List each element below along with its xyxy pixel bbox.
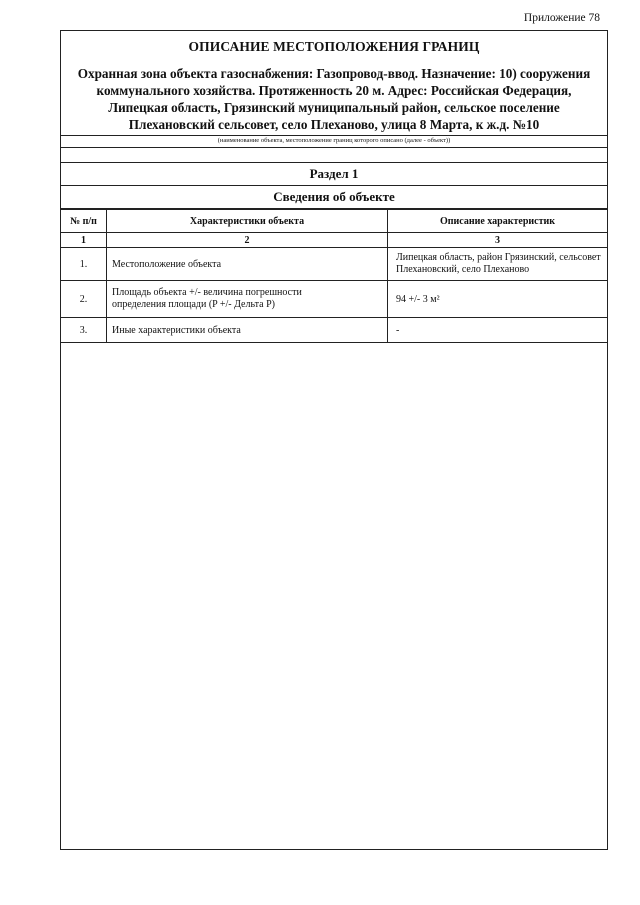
table-row	[61, 248, 607, 281]
header-block	[61, 31, 607, 148]
appendix-label: Приложение 78	[523, 12, 600, 24]
column-number: 3	[388, 233, 608, 248]
section-subtitle: Сведения об объекте	[61, 186, 607, 209]
row-characteristic: Местоположение объекта	[107, 248, 388, 281]
characteristics-table	[61, 209, 607, 343]
document-title: ОПИСАНИЕ МЕСТОПОЛОЖЕНИЯ ГРАНИЦ	[188, 39, 480, 54]
header-number: № п/п	[61, 210, 107, 233]
table-row	[61, 318, 607, 343]
spacer-row	[61, 148, 607, 163]
object-description: Охранная зона объекта газоснабжения: Газопровод-ввод. Назначение: 10) сооружения коммунального хозяйства. Протяженность 20 м. Адрес: Российская Федерация, Липецкая область, Грязинский муниципальный район, сельское поселение Плехановский сельсовет, село Плеханово, улица 8 Марта, к ж.д. №10	[77, 66, 591, 132]
row-description: 94 +/- 3 м²	[388, 281, 608, 318]
row-number: 3.	[61, 318, 107, 343]
header-characteristic: Характеристики объекта	[107, 210, 388, 233]
table-row	[61, 281, 607, 318]
document-frame	[60, 30, 608, 850]
table-header-row	[61, 210, 607, 233]
row-description: Липецкая область, район Грязинский, сельсовет Плехановский, село Плеханово	[388, 248, 608, 281]
row-description: -	[388, 318, 608, 343]
header-description: Описание характеристик	[388, 210, 608, 233]
column-number: 1	[61, 233, 107, 248]
row-characteristic: Площадь объекта +/- величина погрешности определения площади (P +/- Дельта P)	[107, 281, 388, 318]
column-number-row	[61, 233, 607, 248]
section-title: Раздел 1	[61, 163, 607, 186]
object-caption: (наименование объекта, местоположение границ которого описано (далее - объект))	[61, 135, 607, 147]
row-number: 2.	[61, 281, 107, 318]
column-number: 2	[107, 233, 388, 248]
row-characteristic: Иные характеристики объекта	[107, 318, 388, 343]
row-number: 1.	[61, 248, 107, 281]
